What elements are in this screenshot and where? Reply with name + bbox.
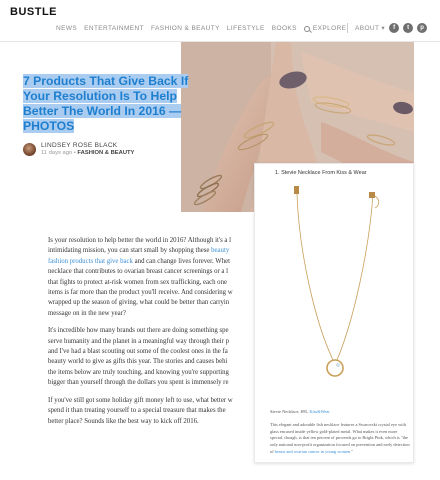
- p1-line-5: that fights to protect at-risk women from sex trafficking, each one: [48, 278, 227, 286]
- p2-line-2: serve humanity and the planet in a meaningful way through their p: [48, 337, 230, 345]
- product-card[interactable]: [254, 163, 414, 463]
- product-description: [270, 422, 410, 456]
- byline-text: [41, 142, 134, 156]
- article-paragraph-2: [48, 326, 260, 388]
- cause-link[interactable]: breast and ovarian cancer in young women.: [274, 448, 352, 454]
- nav-item-entertainment[interactable]: ENTERTAINMENT: [84, 25, 144, 32]
- about-menu[interactable]: [355, 24, 385, 32]
- p2-line-3: and I've had a blast scouting out some of the coolest ones in the fa: [48, 348, 228, 356]
- article-body: [48, 236, 260, 434]
- p2-line-4: beauty world to give as gifts this year. The stories and causes behi: [48, 358, 228, 366]
- chevron-down-icon: ▾: [381, 25, 386, 32]
- meta-separator: •: [73, 150, 78, 156]
- nav-item-fashion-beauty[interactable]: FASHION & BEAUTY: [150, 25, 220, 32]
- product-description-text: This elegant and adorable fish necklace features a Swarovski crystal eye with glass encased inside yellow gold-plated metal. What makes it even more special, though, is that ten percent of proceeds go to Bright Pink, which is "the only national non-profit organization focused on prevention and early detection of: [270, 421, 410, 454]
- twitter-icon[interactable]: t: [403, 23, 413, 33]
- headline-line-3: Better The World In 2016 —: [23, 104, 182, 118]
- p1-line-8: message on in the new year?: [48, 309, 126, 317]
- top-navigation-bar: [0, 0, 440, 42]
- article-headline: [23, 74, 203, 134]
- byline: [23, 142, 134, 156]
- pinterest-icon[interactable]: p: [417, 23, 427, 33]
- p1-line-4: necklace that contributes to ovarian breast cancer screenings or a l: [48, 268, 229, 276]
- nav-item-explore[interactable]: [304, 25, 347, 32]
- article-paragraph-1: [48, 236, 260, 319]
- p2-line-6: bigger than yourself through the dollars you spent is immensely re: [48, 379, 229, 387]
- main-nav: [56, 25, 346, 32]
- p1-line-3-text: and can change lives forever. Whet: [132, 257, 231, 265]
- headline-line-4: PHOTOS: [23, 119, 75, 133]
- publish-time: 11 days ago: [41, 150, 73, 156]
- search-icon: [304, 26, 310, 32]
- p1-line-2-text: intimidating mission, you can start small by shopping these: [48, 247, 212, 255]
- about-label: ABOUT: [355, 24, 380, 32]
- nav-item-news[interactable]: NEWS: [56, 25, 78, 32]
- product-caption: [270, 409, 410, 456]
- fashion-products-link[interactable]: fashion products that give back: [48, 257, 133, 265]
- necklace-product-image: [255, 182, 415, 404]
- retailer-link[interactable]: Kiss&Wear: [309, 409, 330, 414]
- byline-meta: [41, 150, 134, 156]
- p3-line-2: spend it than treating yourself to a special treasure that makes the: [48, 407, 226, 415]
- headline-line-1: 7 Products That Give Back If: [23, 74, 189, 88]
- description-end: ": [351, 448, 354, 454]
- nav-item-lifestyle[interactable]: LIFESTYLE: [226, 25, 265, 32]
- site-logo[interactable]: BUSTLE: [10, 6, 57, 18]
- product-title: 1. Stevie Necklace From Kiss & Wear: [275, 170, 367, 176]
- p3-line-3: better place? Sounds like the best way to kick off 2016.: [48, 417, 199, 425]
- product-name-line: [270, 409, 410, 416]
- p1-line-1: Is your resolution to help better the world in 2016? Although it's a l: [48, 237, 232, 244]
- explore-label: EXPLORE: [312, 25, 347, 32]
- nav-right-group: [344, 23, 427, 33]
- author-name[interactable]: LINDSEY ROSE BLACK: [41, 142, 118, 149]
- p2-line-5: the items below are truly touching, and knowing you're supporting: [48, 368, 229, 376]
- p2-line-1: It's incredible how many brands out there are doing something spe: [48, 327, 229, 335]
- facebook-icon[interactable]: f: [389, 23, 399, 33]
- p1-line-7: wrapped up the season of giving, what could be better than carryin: [48, 299, 230, 307]
- product-name-price: Stevie Necklace, $95,: [270, 409, 309, 414]
- section-link[interactable]: FASHION & BEAUTY: [77, 150, 135, 156]
- article-paragraph-3: [48, 396, 260, 427]
- author-avatar[interactable]: [23, 143, 36, 156]
- beauty-link[interactable]: beauty: [211, 247, 230, 255]
- nav-item-books[interactable]: BOOKS: [271, 25, 297, 32]
- nav-divider: [347, 23, 348, 33]
- p1-line-6: items is far more than the product you'll receive. And considering w: [48, 289, 233, 297]
- headline-line-2: Your Resolution Is To Help: [23, 89, 177, 103]
- p3-line-1: If you've still got some holiday gift money left to use, what better w: [48, 396, 233, 404]
